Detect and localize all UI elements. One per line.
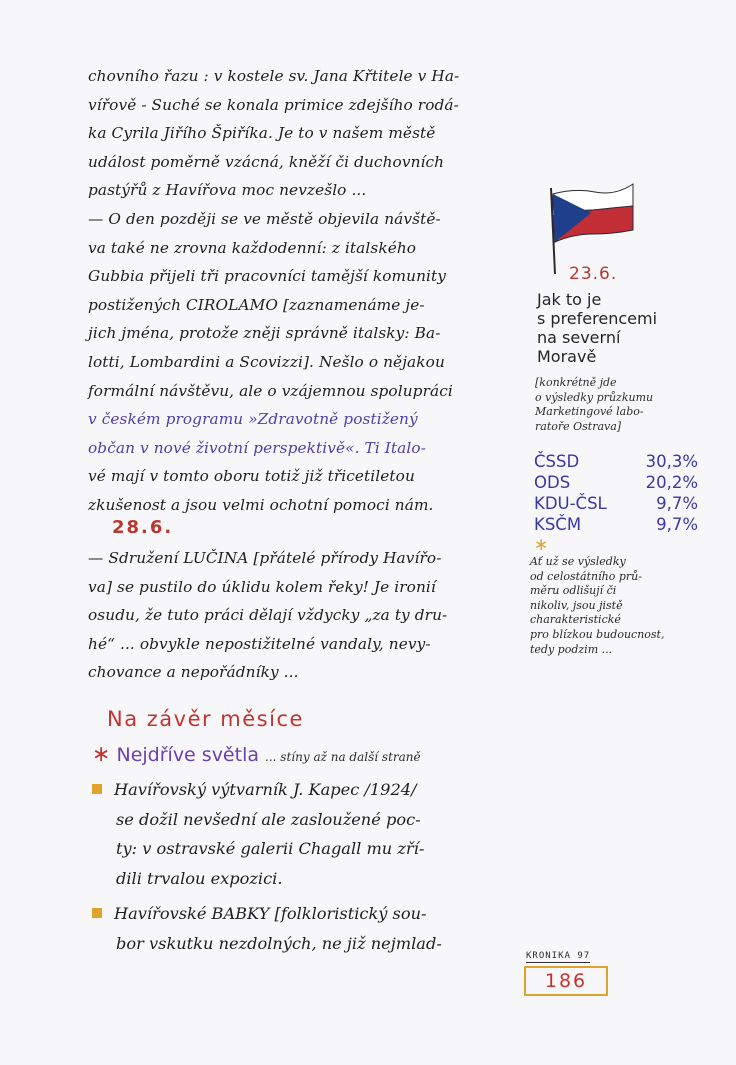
sidebar-comment-line: Ať už se výsledky — [530, 555, 626, 568]
poll-row — [534, 514, 704, 535]
sidebar-note-line: Marketingové labo- — [535, 405, 644, 418]
bullet-text: se dožil nevšední ale zasloužené poc- — [116, 809, 421, 829]
sidebar-comment-line: nikoliv, jsou jistě — [530, 598, 623, 612]
sidebar-comment — [530, 555, 664, 657]
sidebar-title-line: Jak to je — [537, 290, 602, 309]
text-line-program: občan v nové životní perspektivě«. Ti Italo- — [88, 438, 426, 457]
sidebar-note — [535, 376, 653, 434]
text-line: Gubbia přijeli tři pracovníci tamější komunity — [88, 267, 447, 286]
text-line-program: v českém programu »Zdravotně postižený — [88, 410, 418, 429]
main-text-block — [88, 62, 518, 520]
list-item — [92, 899, 522, 929]
bullet-text: dili trvalou expozici. — [116, 868, 283, 888]
bullet-text: Havířovský výtvarník J. Kapec /1924/ — [114, 780, 417, 799]
sidebar-comment-line: charakteristické — [530, 613, 621, 627]
text-line: událost poměrně vzácná, kněží či duchovních — [88, 152, 445, 171]
section-subtitle-note: ... stíny až na další straně — [265, 750, 421, 764]
text-line: vířově - Suché se konala primice zdejšího rodá- — [88, 95, 459, 114]
text-line: hé“ ... obvykle nepostižitelné vandaly, nevy- — [88, 634, 431, 653]
sidebar-title-line: Moravě — [537, 347, 597, 366]
sidebar-date: 23.6. — [569, 264, 618, 284]
sidebar-note-line: [konkrétně jde — [535, 376, 617, 389]
section-subtitle — [92, 742, 421, 767]
sidebar-title — [537, 290, 657, 366]
text-line: pastýřů z Havířova moc nevzešlo ... — [88, 181, 367, 200]
text-line: chovního řazu : v kostele sv. Jana Křtitele v Ha- — [88, 67, 460, 85]
page-number: 186 — [524, 966, 608, 996]
poll-party: KSČM — [534, 515, 582, 534]
sidebar-title-line: s preferencemi — [537, 309, 658, 328]
czech-flag-icon — [545, 180, 637, 276]
main-text-block-2 — [88, 544, 518, 687]
text-line: lotti, Lombardini a Scovizzi]. Nešlo o nějakou — [88, 352, 445, 371]
poll-row — [534, 493, 704, 514]
poll-party: KDU-ČSL — [534, 494, 607, 513]
text-line: osudu, že tuto práci dělají vždycky „za ty dru- — [88, 606, 448, 625]
bullet-square-icon — [92, 908, 102, 918]
poll-party: ODS — [534, 473, 571, 492]
text-line: — O den později se ve městě objevila návště- — [88, 209, 441, 228]
poll-percent: 20,2% — [645, 473, 698, 492]
sidebar-title-line: na severní — [537, 328, 621, 347]
text-line: — Sdružení LUČINA [přátelé přírody Havířo- — [88, 549, 442, 567]
poll-results — [534, 451, 704, 535]
chronicle-label: KRONIKA 97 — [526, 951, 591, 961]
section-subtitle-text: Nejdříve světla — [116, 744, 259, 766]
poll-party: ČSSD — [534, 452, 580, 471]
bullet-text: bor vskutku nezdolných, ne již nejmlad- — [116, 933, 442, 953]
poll-percent: 9,7% — [656, 515, 698, 534]
text-line: vé mají v tomto oboru totiž již třicetiletou — [88, 467, 415, 486]
text-line: formální návštěvu, ale o vzájemnou spolupráci — [88, 381, 453, 400]
text-line: jich jména, protože zněji správně italsky: Ba- — [88, 324, 441, 343]
sidebar-note-line: ratoře Ostrava] — [535, 419, 622, 433]
text-line: chovance a nepořádníky ... — [88, 663, 299, 682]
bullet-text: Havířovské BABKY [folkloristický sou- — [114, 904, 427, 923]
poll-row — [534, 472, 704, 493]
sidebar-comment-line: měru odlišují či — [530, 584, 617, 598]
text-line: zkušenost a jsou velmi ochotní pomoci nám. — [88, 495, 434, 514]
poll-row — [534, 451, 704, 472]
sidebar-comment-line: tedy podzim ... — [530, 642, 613, 656]
sidebar-note-line: o výsledky průzkumu — [535, 390, 654, 404]
star-icon: ∗ — [92, 742, 111, 767]
entry-date: 28.6. — [112, 517, 174, 538]
text-line: va také ne zrovna každodenní: z italského — [88, 238, 417, 257]
bullet-square-icon — [92, 784, 102, 794]
sidebar-comment-line: pro blízkou budoucnost, — [530, 627, 665, 641]
poll-percent: 30,3% — [645, 452, 698, 471]
list-item — [92, 775, 522, 805]
text-line: postižených CIROLAMO [zaznamenáme je- — [88, 295, 425, 314]
poll-percent: 9,7% — [656, 494, 698, 513]
sidebar-comment-line: od celostátního prů- — [530, 569, 642, 583]
text-line: va] se pustilo do úklidu kolem řeky! Je ironií — [88, 577, 436, 596]
text-line: ka Cyrila Jiřího Špiříka. Je to v našem městě — [88, 124, 436, 143]
section-title: Na závěr měsíce — [107, 707, 304, 731]
bullet-list — [92, 775, 522, 958]
star-icon: ∗ — [534, 535, 549, 555]
bullet-text: ty: v ostravské galerii Chagall mu zří- — [116, 839, 425, 858]
